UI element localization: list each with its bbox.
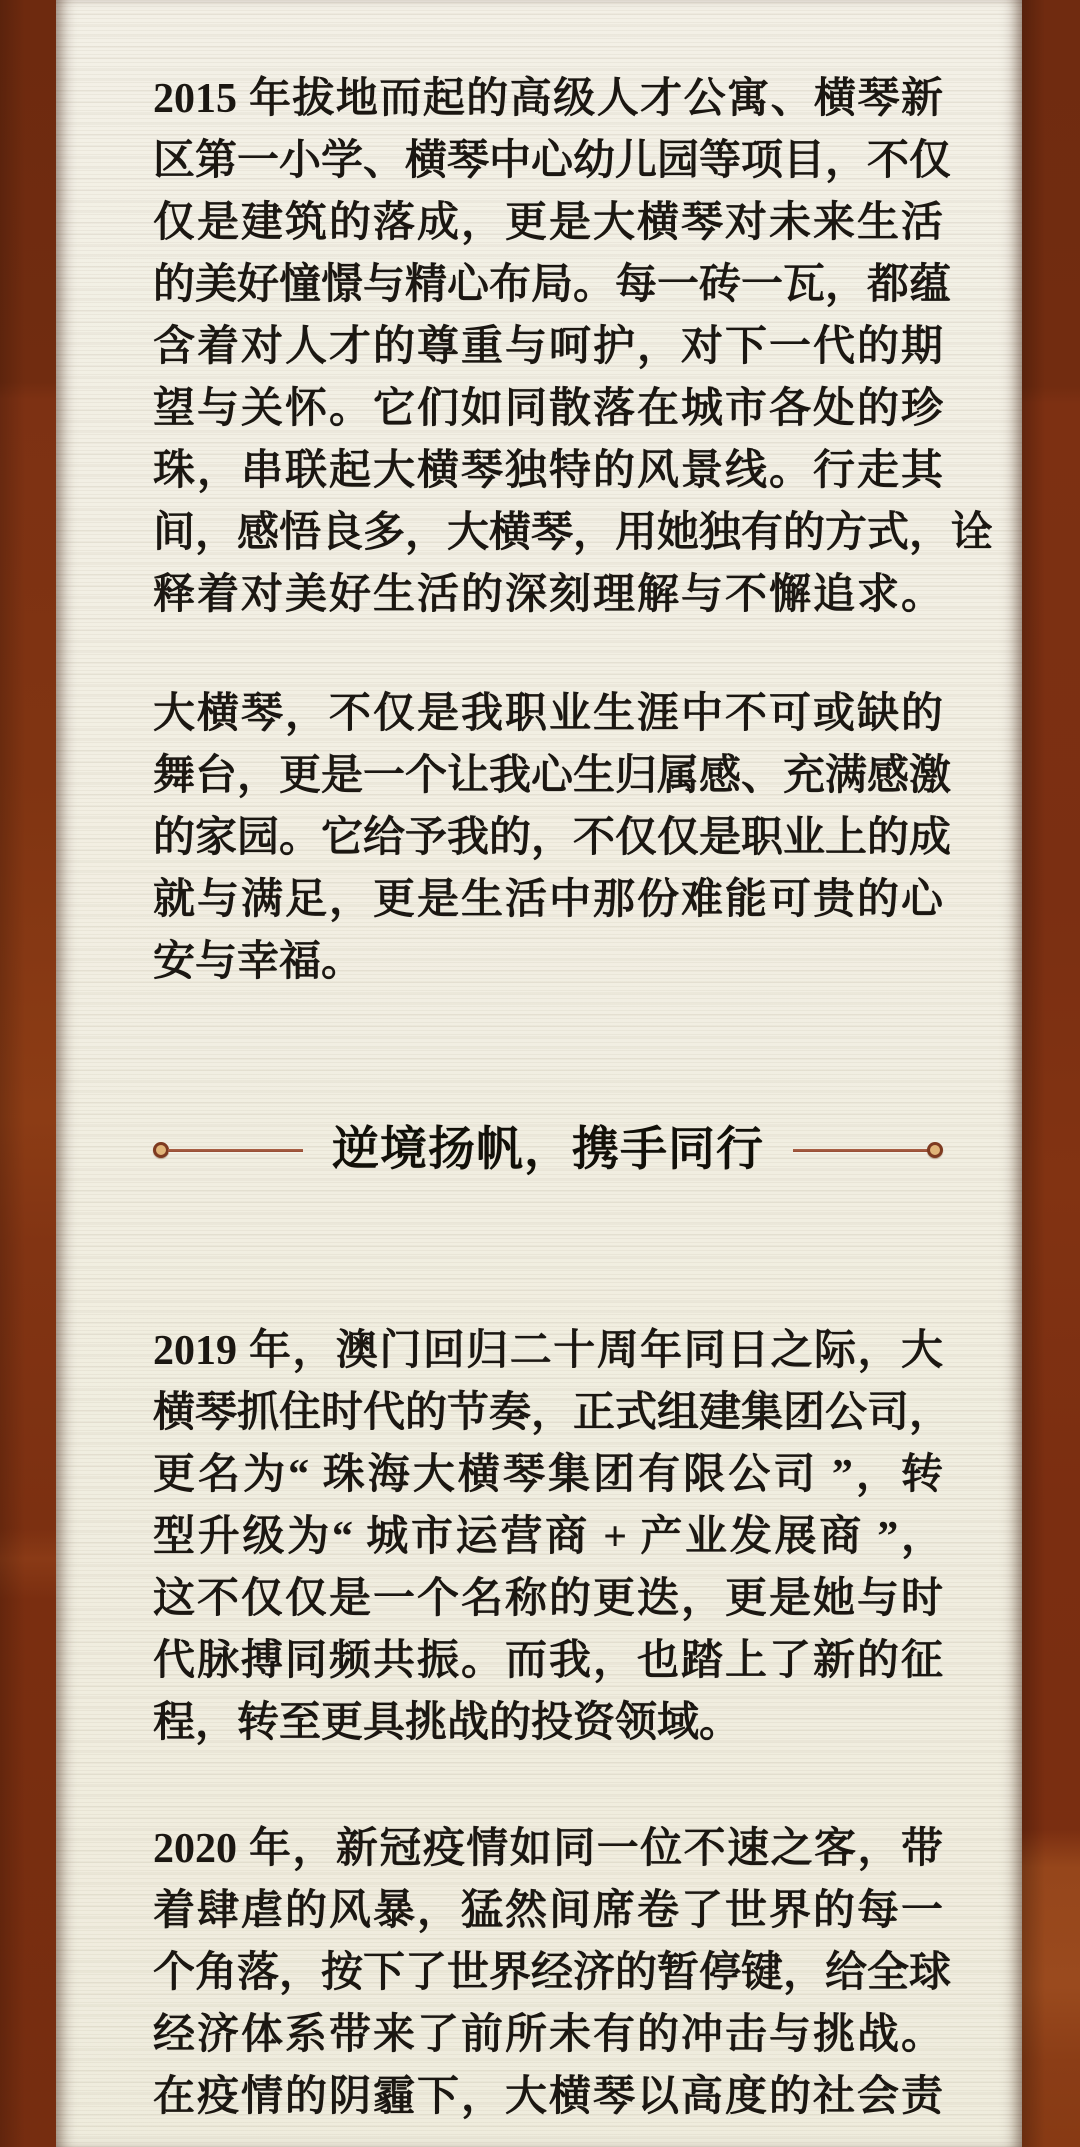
paragraph-line: 2020 年，新冠疫情如同一位不速之客，带 (153, 1826, 943, 1872)
divider-ring-right-icon (927, 1142, 943, 1158)
divider-rule-right (793, 1149, 928, 1152)
paragraph-line: 2015 年拔地而起的高级人才公寓、横琴新 (153, 76, 943, 122)
paragraph (153, 683, 952, 993)
paragraph-line: 区第一小学、横琴中心幼儿园等项目，不仅 (153, 138, 952, 184)
section-divider (153, 1115, 943, 1185)
paragraph (153, 1320, 952, 1754)
paragraph-line: 珠，串联起大横琴独特的风景线。行走其 (153, 448, 943, 494)
section-heading: 逆境扬帆，携手同行 (332, 1124, 764, 1176)
paragraph-line: 个角落，按下了世界经济的暂停键，给全球 (153, 1950, 952, 1996)
paragraph-line: 横琴抓住时代的节奏，正式组建集团公司， (153, 1390, 952, 1436)
paragraph-line: 的美好憧憬与精心布局。每一砖一瓦，都蕴 (153, 262, 952, 308)
divider-ring-left-icon (153, 1142, 169, 1158)
paragraph-line: 型升级为“ 城市运营商 + 产业发展商 ”， (153, 1514, 943, 1560)
article-content (153, 0, 994, 2128)
paragraph-line: 大横琴，不仅是我职业生涯中不可或缺的 (153, 691, 943, 737)
paper-background (56, 0, 1022, 2147)
paragraph-line: 更名为“ 珠海大横琴集团有限公司 ”，转 (153, 1452, 943, 1498)
paragraph-line: 代脉搏同频共振。而我，也踏上了新的征 (153, 1638, 943, 1684)
paragraph (153, 68, 994, 626)
paragraph-line: 2019 年，澳门回归二十周年同日之际，大 (153, 1328, 943, 1374)
paragraph-line: 安与幸福。 (153, 939, 364, 985)
paragraph-line: 的家园。它给予我的，不仅仅是职业上的成 (153, 815, 952, 861)
paragraph-line: 这不仅仅是一个名称的更迭，更是她与时 (153, 1576, 943, 1622)
paragraph-line: 间，感悟良多，大横琴，用她独有的方式，诠 (153, 510, 994, 556)
divider-left-segment (153, 1142, 303, 1158)
divider-rule-left (168, 1149, 303, 1152)
paragraph-line: 程，转至更具挑战的投资领域。 (153, 1700, 742, 1746)
paragraph-line: 就与满足，更是生活中那份难能可贵的心 (153, 877, 943, 923)
right-border-panel (1022, 0, 1080, 2147)
paragraph-line: 含着对人才的尊重与呵护，对下一代的期 (153, 324, 943, 370)
paragraph-line: 释着对美好生活的深刻理解与不懈追求。 (153, 572, 943, 618)
left-border-panel (0, 0, 56, 2147)
paragraph-line: 在疫情的阴霾下，大横琴以高度的社会责 (153, 2074, 943, 2120)
paragraph-line: 仅是建筑的落成，更是大横琴对未来生活 (153, 200, 943, 246)
paragraph-line: 着肆虐的风暴，猛然间席卷了世界的每一 (153, 1888, 943, 1934)
paragraph-line: 舞台，更是一个让我心生归属感、充满感激 (153, 753, 952, 799)
divider-right-segment (793, 1142, 943, 1158)
paragraph (153, 1818, 952, 2128)
paragraph-line: 经济体系带来了前所未有的冲击与挑战。 (153, 2012, 943, 2058)
paragraph-line: 望与关怀。它们如同散落在城市各处的珍 (153, 386, 943, 432)
